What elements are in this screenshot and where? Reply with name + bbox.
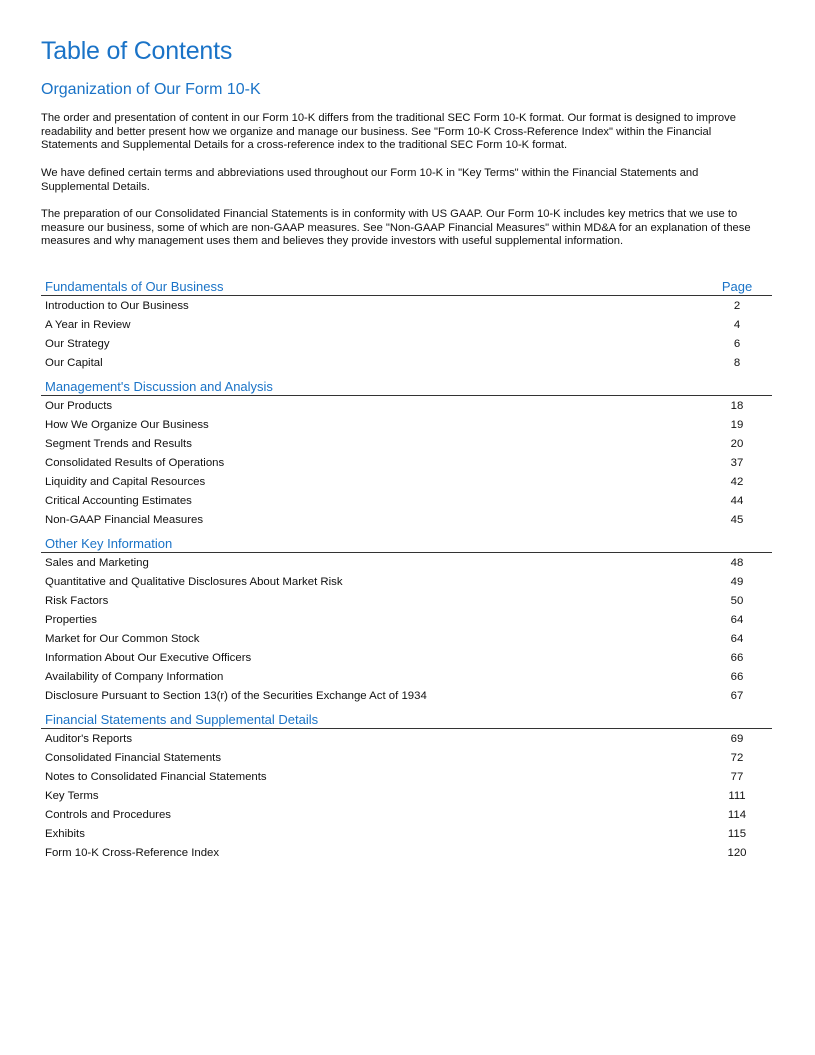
- toc-entry[interactable]: [41, 396, 772, 415]
- toc-entry-page: 42: [730, 475, 744, 488]
- toc-entry[interactable]: [41, 610, 772, 629]
- toc-section-header: [41, 711, 772, 729]
- toc-entry-label: Liquidity and Capital Resources: [45, 475, 206, 488]
- toc-entry-label: Information About Our Executive Officers: [45, 651, 252, 664]
- toc-entry[interactable]: [41, 786, 772, 805]
- toc-entry-page: 66: [730, 651, 744, 664]
- toc-entry[interactable]: [41, 315, 772, 334]
- toc-entry-label: Disclosure Pursuant to Section 13(r) of the Securities Exchange Act of 1934: [45, 689, 427, 702]
- toc-entry-label: Market for Our Common Stock: [45, 632, 200, 645]
- toc-entry-label: Controls and Procedures: [45, 808, 171, 821]
- toc-entry-page: 2: [733, 299, 741, 312]
- toc-entry-label: Properties: [45, 613, 97, 626]
- toc-entry-page: 19: [730, 418, 744, 431]
- toc-section-title: Management's Discussion and Analysis: [45, 379, 273, 394]
- toc-entry-label: Key Terms: [45, 789, 99, 802]
- toc-entry-label: Critical Accounting Estimates: [45, 494, 192, 507]
- toc-section-title: Financial Statements and Supplemental Details: [45, 712, 319, 727]
- toc-entry-label: Non-GAAP Financial Measures: [45, 513, 204, 526]
- toc-entry-page: 66: [730, 670, 744, 683]
- toc-entry[interactable]: [41, 824, 772, 843]
- toc-section-header: [41, 535, 772, 553]
- toc-entry[interactable]: [41, 334, 772, 353]
- toc-entry-label: Our Strategy: [45, 337, 110, 350]
- toc-entry[interactable]: [41, 491, 772, 510]
- toc-entry[interactable]: [41, 648, 772, 667]
- toc-entry-label: Introduction to Our Business: [45, 299, 189, 312]
- toc-entry[interactable]: [41, 510, 772, 529]
- toc-entry-page: 45: [730, 513, 744, 526]
- toc-entry-page: 20: [730, 437, 744, 450]
- toc-section-title: Other Key Information: [45, 536, 173, 551]
- intro-paragraph-key-terms: We have defined certain terms and abbreviations used throughout our Form 10-K in "Key Terms" within the Financial Statements and Supplemental Details.: [41, 167, 699, 193]
- toc-entry-label: Exhibits: [45, 827, 85, 840]
- toc-section-header: [41, 378, 772, 396]
- toc-entry-page: 120: [727, 846, 747, 859]
- toc-entry-page: 6: [733, 337, 741, 350]
- toc-entry-label: Segment Trends and Results: [45, 437, 192, 450]
- toc-entry-label: Risk Factors: [45, 594, 109, 607]
- toc-entry-page: 115: [727, 827, 747, 840]
- toc-entry[interactable]: [41, 843, 772, 862]
- toc-entry-page: 72: [730, 751, 744, 764]
- intro-paragraph-gaap: The preparation of our Consolidated Financial Statements is in conformity with US GAAP. Our Form 10-K includes key metrics that we use to measure our business, some of which are non-GAAP measures. See "Non-GAAP Financial Measures" within MD&A for an explanation of these measures and why management uses them and believes they provide investors with useful supplemental information.: [41, 208, 751, 248]
- toc-entry[interactable]: [41, 748, 772, 767]
- toc-entry-page: 67: [730, 689, 744, 702]
- toc-entry[interactable]: [41, 453, 772, 472]
- toc-entry-page: 49: [730, 575, 744, 588]
- toc-entry-label: A Year in Review: [45, 318, 131, 331]
- toc-entry[interactable]: [41, 629, 772, 648]
- toc-entry-label: Auditor's Reports: [45, 732, 133, 745]
- toc-entry[interactable]: [41, 296, 772, 315]
- toc-entry-label: How We Organize Our Business: [45, 418, 209, 431]
- toc-entry[interactable]: [41, 729, 772, 748]
- toc-entry[interactable]: [41, 767, 772, 786]
- toc-section-header: [41, 278, 772, 296]
- toc-entry[interactable]: [41, 353, 772, 372]
- toc-entry-page: 114: [727, 808, 747, 821]
- toc-entry-label: Our Products: [45, 399, 113, 412]
- toc-entry-page: 50: [730, 594, 744, 607]
- toc-entry-label: Consolidated Financial Statements: [45, 751, 222, 764]
- toc-entry[interactable]: [41, 553, 772, 572]
- toc-entry[interactable]: [41, 472, 772, 491]
- page-column-header: Page: [721, 279, 753, 294]
- toc-entry[interactable]: [41, 572, 772, 591]
- toc-entry[interactable]: [41, 686, 772, 705]
- toc-entry[interactable]: [41, 805, 772, 824]
- toc-entry-label: Notes to Consolidated Financial Statements: [45, 770, 267, 783]
- toc-entry-page: 69: [730, 732, 744, 745]
- toc-entry-label: Consolidated Results of Operations: [45, 456, 225, 469]
- toc-entry[interactable]: [41, 591, 772, 610]
- toc-entry-page: 48: [730, 556, 744, 569]
- toc-entry-label: Availability of Company Information: [45, 670, 224, 683]
- intro-paragraph-format: The order and presentation of content in our Form 10-K differs from the traditional SEC Form 10-K format. Our format is designed to improve readability and better present how we organize and manage our business. See "Form 10-K Cross-Reference Index" within the Financial Statements and Supplemental Details for a cross-reference index to the traditional SEC Form 10-K format.: [41, 112, 736, 152]
- toc-entry-page: 77: [730, 770, 744, 783]
- page-title: Table of Contents: [41, 37, 233, 65]
- toc-entry[interactable]: [41, 667, 772, 686]
- table-of-contents: [41, 278, 772, 862]
- toc-entry-label: Sales and Marketing: [45, 556, 149, 569]
- toc-entry-label: Quantitative and Qualitative Disclosures About Market Risk: [45, 575, 343, 588]
- toc-entry[interactable]: [41, 415, 772, 434]
- page-subtitle: Organization of Our Form 10-K: [41, 81, 261, 98]
- toc-entry-page: 37: [730, 456, 744, 469]
- toc-entry-page: 111: [728, 789, 746, 802]
- toc-entry[interactable]: [41, 434, 772, 453]
- toc-entry-page: 8: [733, 356, 741, 369]
- toc-entry-page: 4: [733, 318, 741, 331]
- toc-entry-label: Form 10-K Cross-Reference Index: [45, 846, 220, 859]
- toc-section-title: Fundamentals of Our Business: [45, 279, 224, 294]
- toc-entry-page: 64: [730, 613, 744, 626]
- toc-entry-page: 18: [730, 399, 744, 412]
- toc-entry-page: 44: [730, 494, 744, 507]
- toc-entry-label: Our Capital: [45, 356, 103, 369]
- toc-entry-page: 64: [730, 632, 744, 645]
